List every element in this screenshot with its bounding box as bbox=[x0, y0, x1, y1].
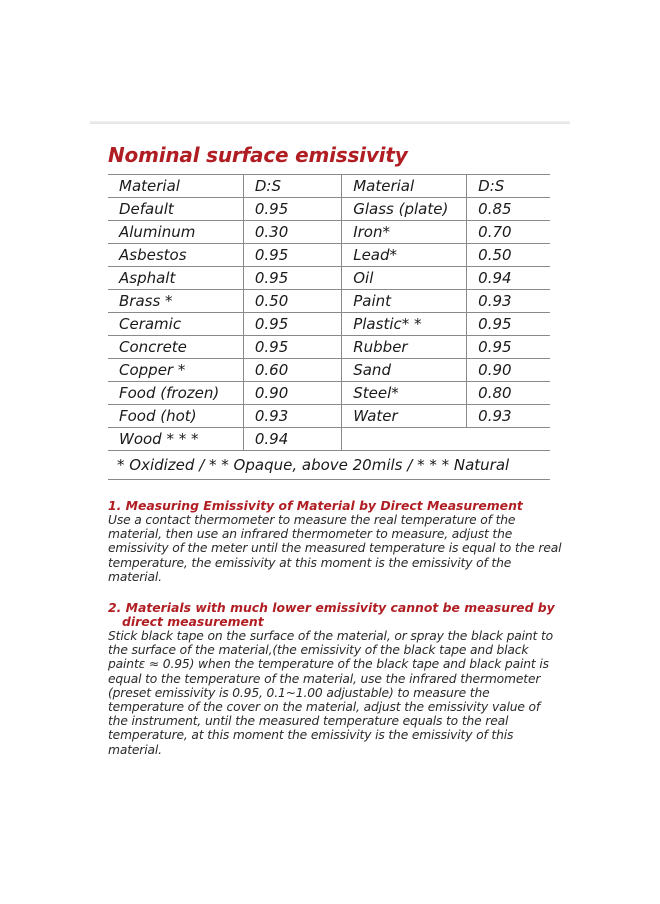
header-cell: D:S bbox=[243, 175, 341, 198]
table-row bbox=[108, 244, 550, 267]
top-divider bbox=[90, 121, 570, 124]
table-footnote-row bbox=[108, 451, 550, 480]
page-title: Nominal surface emissivity bbox=[108, 143, 408, 167]
table-footnote: * Oxidized / * * Opaque, above 20mils / * * * Natural bbox=[108, 451, 550, 480]
emissivity-cell: 0.95 bbox=[243, 267, 341, 290]
material-cell: Paint bbox=[342, 290, 467, 313]
table-row bbox=[108, 267, 550, 290]
empty-cell bbox=[342, 428, 550, 451]
material-cell: Aluminum bbox=[108, 221, 243, 244]
material-cell: Wood * * * bbox=[108, 428, 243, 451]
table-row bbox=[108, 221, 550, 244]
material-cell: Food (frozen) bbox=[108, 382, 243, 405]
emissivity-cell: 0.90 bbox=[243, 382, 341, 405]
section-heading: 1. Measuring Emissivity of Material by Direct Measurement bbox=[108, 498, 523, 513]
emissivity-cell: 0.90 bbox=[467, 359, 550, 382]
section-heading-line: 2. Materials with much lower emissivity cannot be measured by bbox=[108, 600, 555, 615]
emissivity-cell: 0.95 bbox=[467, 336, 550, 359]
emissivity-cell: 0.50 bbox=[467, 244, 550, 267]
material-cell: Default bbox=[108, 198, 243, 221]
section-low-emissivity bbox=[108, 601, 563, 757]
material-cell: Concrete bbox=[108, 336, 243, 359]
material-cell: Asbestos bbox=[108, 244, 243, 267]
material-cell: Brass * bbox=[108, 290, 243, 313]
emissivity-cell: 0.50 bbox=[243, 290, 341, 313]
emissivity-cell: 0.85 bbox=[467, 198, 550, 221]
emissivity-cell: 0.95 bbox=[243, 244, 341, 267]
emissivity-cell: 0.93 bbox=[467, 290, 550, 313]
table-row bbox=[108, 359, 550, 382]
material-cell: Oil bbox=[342, 267, 467, 290]
section-heading bbox=[108, 601, 563, 629]
header-cell: Material bbox=[108, 175, 243, 198]
emissivity-table bbox=[108, 174, 550, 480]
emissivity-cell: 0.30 bbox=[243, 221, 341, 244]
material-cell: Water bbox=[342, 405, 467, 428]
section-direct-measurement bbox=[108, 499, 563, 584]
table-row bbox=[108, 405, 550, 428]
material-cell: Lead* bbox=[342, 244, 467, 267]
emissivity-cell: 0.70 bbox=[467, 221, 550, 244]
emissivity-table-body bbox=[108, 175, 550, 480]
emissivity-cell: 0.93 bbox=[243, 405, 341, 428]
header-cell: D:S bbox=[467, 175, 550, 198]
emissivity-cell: 0.95 bbox=[467, 313, 550, 336]
section-body: Stick black tape on the surface of the material, or spray the black paint to the surface of the material,(the emissivity of the black tape and black paintε ≈ 0.95) when the temperature of the black tape and black paint is equal to the temperature of the material, use the infrared thermometer (preset emissivity is 0.95, 0.1~1.00 adjustable) to measure the temperature of the cover on the material, adjust the emissivity value of the instrument, until the measured temperature equals to the real temperature, at this moment the emissivity is the emissivity of this material. bbox=[108, 629, 554, 757]
emissivity-cell: 0.93 bbox=[467, 405, 550, 428]
table-header-row bbox=[108, 175, 550, 198]
material-cell: Rubber bbox=[342, 336, 467, 359]
emissivity-cell: 0.94 bbox=[467, 267, 550, 290]
emissivity-cell: 0.60 bbox=[243, 359, 341, 382]
material-cell: Glass (plate) bbox=[342, 198, 467, 221]
table-row bbox=[108, 336, 550, 359]
material-cell: Sand bbox=[342, 359, 467, 382]
section-body: Use a contact thermometer to measure the real temperature of the material, then use an infrared thermometer to measure, adjust the emissivity of the meter until the measured temperature is equal to the real temperature, the emissivity at this moment is the emissivity of the material. bbox=[108, 513, 562, 584]
table-row bbox=[108, 428, 550, 451]
material-cell: Ceramic bbox=[108, 313, 243, 336]
table-row bbox=[108, 290, 550, 313]
table-row bbox=[108, 198, 550, 221]
material-cell: Copper * bbox=[108, 359, 243, 382]
material-cell: Asphalt bbox=[108, 267, 243, 290]
emissivity-cell: 0.94 bbox=[243, 428, 341, 451]
emissivity-cell: 0.95 bbox=[243, 198, 341, 221]
material-cell: Food (hot) bbox=[108, 405, 243, 428]
material-cell: Steel* bbox=[342, 382, 467, 405]
table-row bbox=[108, 382, 550, 405]
header-cell: Material bbox=[342, 175, 467, 198]
material-cell: Plastic* * bbox=[342, 313, 467, 336]
material-cell: Iron* bbox=[342, 221, 467, 244]
emissivity-cell: 0.95 bbox=[243, 313, 341, 336]
emissivity-cell: 0.80 bbox=[467, 382, 550, 405]
section-heading-line: direct measurement bbox=[122, 614, 264, 629]
emissivity-cell: 0.95 bbox=[243, 336, 341, 359]
table-row bbox=[108, 313, 550, 336]
